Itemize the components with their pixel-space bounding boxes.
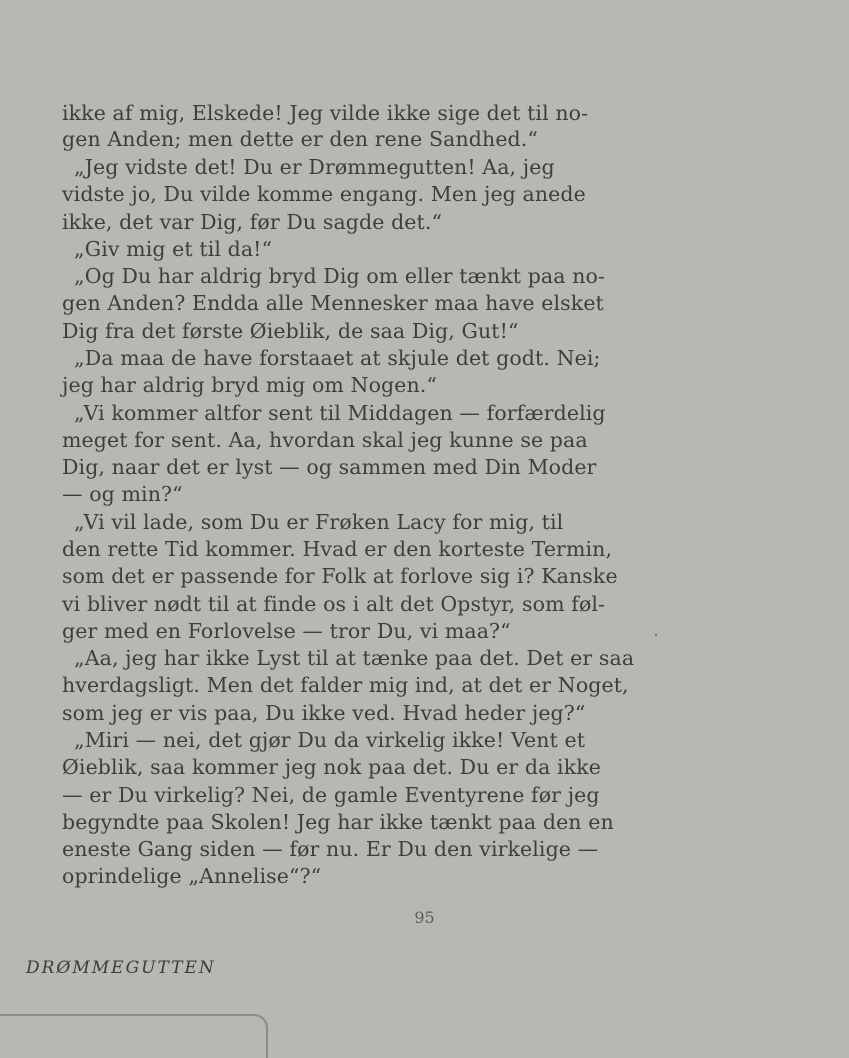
text-line: begyndte paa Skolen! Jeg har ikke tænkt paa den en <box>62 810 614 834</box>
page-edge-tab <box>0 1014 268 1058</box>
text-line: jeg har aldrig bryd mig om Nogen.“ <box>62 373 437 397</box>
text-line: „Vi vil lade, som Du er Frøken Lacy for mig, til <box>74 510 564 534</box>
text-line: Dig, naar det er lyst — og sammen med Din Moder <box>62 455 597 479</box>
text-line: „Vi kommer altfor sent til Middagen — forfærdelig <box>74 401 606 425</box>
text-line: som jeg er vis paa, Du ikke ved. Hvad heder jeg?“ <box>62 701 586 725</box>
text-line: hverdagsligt. Men det falder mig ind, at det er Noget, <box>62 673 629 697</box>
text-line: „Jeg vidste det! Du er Drømmegutten! Aa, jeg <box>74 155 555 179</box>
text-line: vidste jo, Du vilde komme engang. Men jeg anede <box>62 182 586 206</box>
text-line: meget for sent. Aa, hvordan skal jeg kunne se paa <box>62 428 588 452</box>
text-line: „Giv mig et til da!“ <box>74 237 273 261</box>
text-line: ger med en Forlovelse — tror Du, vi maa?“ <box>62 619 511 643</box>
page-number: 95 <box>414 908 435 927</box>
text-line: gen Anden; men dette er den rene Sandhed.“ <box>62 127 538 151</box>
text-line: — er Du virkelig? Nei, de gamle Eventyrene før jeg <box>62 783 600 807</box>
text-line: eneste Gang siden — før nu. Er Du den virkelige — <box>62 837 599 861</box>
text-line: gen Anden? Endda alle Mennesker maa have elsket <box>62 291 604 315</box>
text-line: Øieblik, saa kommer jeg nok paa det. Du er da ikke <box>62 755 601 779</box>
running-footer: DRØMMEGUTTEN <box>26 958 216 978</box>
text-line: „Miri — nei, det gjør Du da virkelig ikke! Vent et <box>74 728 586 752</box>
text-line: „Og Du har aldrig bryd Dig om eller tænkt paa no- <box>74 264 605 288</box>
text-line: vi bliver nødt til at finde os i alt det Opstyr, som føl- <box>62 592 606 616</box>
text-line: som det er passende for Folk at forlove sig i? Kanske <box>62 564 618 588</box>
text-line: — og min?“ <box>62 482 183 506</box>
text-line: Dig fra det første Øieblik, de saa Dig, Gut!“ <box>62 319 519 343</box>
text-line: „Aa, jeg har ikke Lyst til at tænke paa det. Det er saa <box>74 646 635 670</box>
text-line: ikke af mig, Elskede! Jeg vilde ikke sige det til no- <box>62 101 589 125</box>
text-line: ikke, det var Dig, før Du sagde det.“ <box>62 210 443 234</box>
ink-speck <box>655 634 657 636</box>
text-line: „Da maa de have forstaaet at skjule det godt. Nei; <box>74 346 601 370</box>
text-line: den rette Tid kommer. Hvad er den korteste Termin, <box>62 537 613 561</box>
text-line: oprindelige „Annelise“?“ <box>62 864 322 888</box>
